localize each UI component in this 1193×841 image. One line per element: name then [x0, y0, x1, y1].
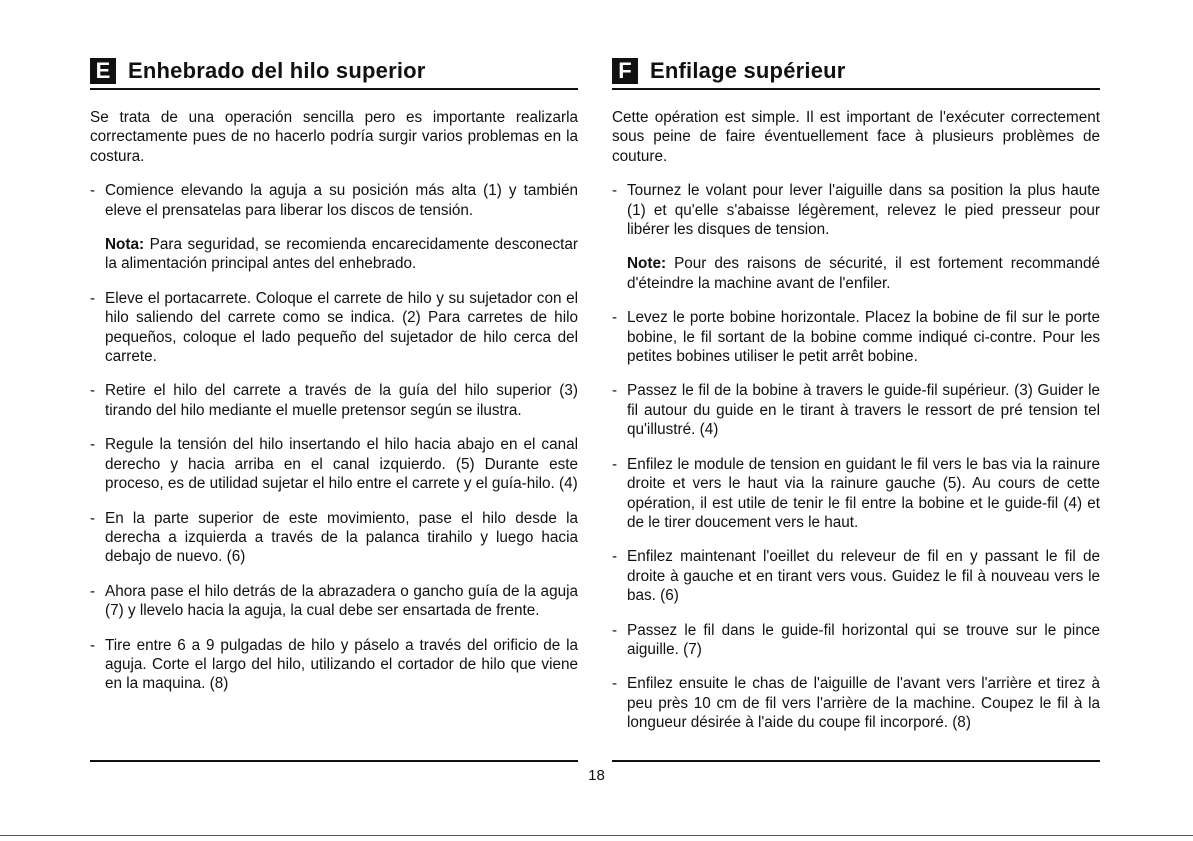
note-label: Note:: [627, 255, 667, 273]
step-7: - Tire entre 6 a 9 pulgadas de hilo y páselo a través del orificio de la aguja. Corte el largo del hilo, utilizando el cortador de hilo que viene en la maquina. (8): [90, 636, 578, 694]
safety-note: [612, 254, 1100, 293]
step-1: - Comience elevando la aguja a su posición más alta (1) y también eleve el prensatelas para liberar los discos de tensión.: [90, 181, 578, 220]
step-4: - Enfilez le module de tension en guidant le fil vers le bas via la rainure droite et vers le haut via la rainure gauche (5). Au cours de cette opération, il est utile de tenir le fil entre la bobine et le guide-fil (4) et de le tirer doucement vers le haut.: [612, 455, 1100, 533]
page-edge-line: [0, 835, 1193, 836]
note-label: Nota:: [105, 236, 145, 254]
note-text: Pour des raisons de sécurité, il est fortement recommandé d'éteindre la machine avant de l'enfiler.: [627, 255, 1101, 292]
step-4: - Regule la tensión del hilo insertando el hilo hacia abajo en el canal derecho y hacia arriba en el canal izquierdo. (5) Durante este proceso, es de utilidad sujetar el hilo entre el carrete y el guía-hilo. (4): [90, 435, 578, 493]
section-title: Enhebrado del hilo superior: [128, 58, 426, 83]
french-section: [612, 56, 1100, 748]
bottom-divider-right: [612, 760, 1100, 762]
section-letter-badge: E: [90, 58, 116, 84]
section-letter-badge: F: [612, 58, 638, 84]
intro-paragraph: Se trata de una operación sencilla pero es importante realizarla correctamente pues de no hacerlo podría surgir varios problemas en la costura.: [90, 109, 578, 165]
section-title: Enfilage supérieur: [650, 58, 846, 83]
step-6: - Ahora pase el hilo detrás de la abrazadera o gancho guía de la aguja (7) y llevelo hacia la aguja, la cual debe ser ensartada de frente.: [90, 582, 578, 621]
step-2: - Eleve el portacarrete. Coloque el carrete de hilo y su sujetador con el hilo saliendo del carrete como se indica. (2) Para carretes de hilo pequeños, coloque el lado pequeño del sujetador de hilo cerca del carrete.: [90, 289, 578, 367]
step-5: - Enfilez maintenant l'oeillet du releveur de fil en y passant le fil de droite à gauche et en tirant vers vous. Guidez le fil à nouveau vers le bas. (6): [612, 547, 1100, 605]
section-header-f: [612, 56, 1100, 90]
step-1: - Tournez le volant pour lever l'aiguille dans sa position la plus haute (1) et qu'elle s'abaisse légèrement, relevez le pied presseur pour libérer les disques de tension.: [612, 181, 1100, 239]
step-3: - Passez le fil de la bobine à travers le guide-fil supérieur. (3) Guider le fil autour du guide en le tirant à travers le ressort de pré tension tel qu'illustré. (4): [612, 381, 1100, 439]
step-3: - Retire el hilo del carrete a través de la guía del hilo superior (3) tirando del hilo mediante el muelle pretensor según se ilustra.: [90, 381, 578, 420]
step-2: - Levez le porte bobine horizontale. Placez la bobine de fil sur le porte bobine, le fil sortant de la bobine comme indiqué ci-contre. Pour les petites bobines utiliser le petit arrêt bobine.: [612, 308, 1100, 366]
bottom-divider-left: [90, 760, 578, 762]
step-6: - Passez le fil dans le guide-fil horizontal qui se trouve sur le pince aiguille. (7): [612, 621, 1100, 660]
note-text: Para seguridad, se recomienda encarecidamente desconectar la alimentación principal antes del enhebrado.: [105, 236, 579, 273]
page-number: 18: [588, 767, 605, 784]
step-5: - En la parte superior de este movimiento, pase el hilo desde la derecha a izquierda a través de la palanca tirahilo y luego hacia debajo de nuevo. (6): [90, 509, 578, 567]
safety-note: [90, 235, 578, 274]
step-7: - Enfilez ensuite le chas de l'aiguille de l'avant vers l'arrière et tirez à peu près 10 cm de fil vers l'arrière de la machine. Coupez le fil à la longueur désirée à l'aide du coupe fil incorporé. (8): [612, 674, 1100, 732]
spanish-section: [90, 56, 578, 709]
intro-paragraph: Cette opération est simple. Il est important de l'exécuter correctement sous peine de faire éventuellement face à plusieurs problèmes de couture.: [612, 109, 1100, 165]
section-header-e: [90, 56, 578, 90]
